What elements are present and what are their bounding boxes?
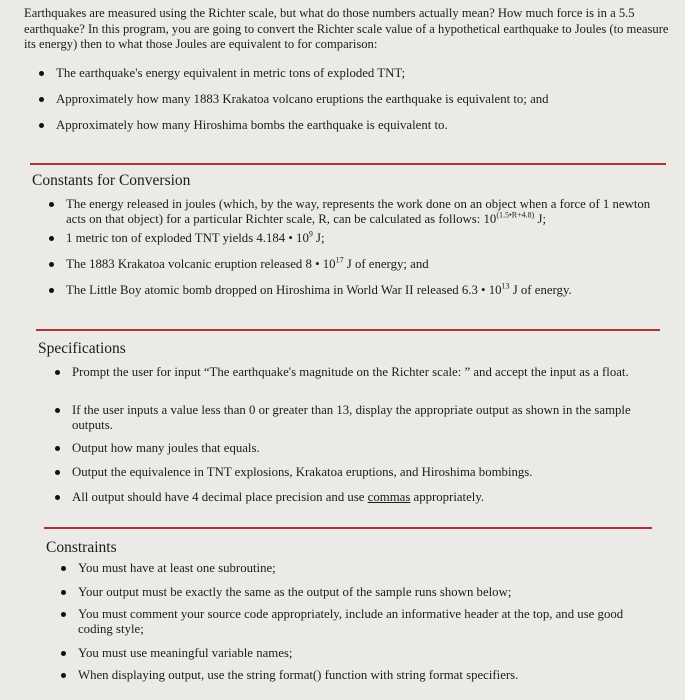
intro-list <box>36 66 666 133</box>
list-item: Prompt the user for input “The earthquake's magnitude on the Richter scale: ” and accept the input as a float. <box>52 365 662 403</box>
constraints-title: Constraints <box>46 539 117 556</box>
list-item: Output the equivalence in TNT explosions, Krakatoa eruptions, and Hiroshima bombings. <box>52 465 662 490</box>
list-item: You must have at least one subroutine; <box>58 561 658 585</box>
precision-tail: appropriately. <box>410 490 485 504</box>
formula-tail: J; <box>534 212 547 226</box>
list-item: You must comment your source code appropriately, include an informative header at the top, and use good coding style; <box>58 607 658 646</box>
list-item: You must use meaningful variable names; <box>58 646 658 668</box>
list-item: Approximately how many 1883 Krakatoa volcano eruptions the earthquake is equivalent to; and <box>36 92 666 118</box>
list-item: Your output must be exactly the same as the output of the sample runs shown below; <box>58 585 658 607</box>
list-item <box>46 283 670 298</box>
list-item <box>46 257 670 283</box>
tnt-exponent: 9 <box>308 229 313 239</box>
list-item: When displaying output, use the string format() function with string format specifiers. <box>58 668 658 683</box>
intro-paragraph: Earthquakes are measured using the Richter scale, but what do those numbers actually mean? How much force is in a 5.5 earthquake? In this program, you are going to convert the Richter scale value of a hypothetical earthquake to Joules (to measure its energy) then to what those Joules are equivalent to for comparison: <box>24 6 669 51</box>
tnt-tail: J; <box>312 231 325 245</box>
constraints-list <box>58 561 658 683</box>
section-divider <box>36 329 660 331</box>
list-item: Approximately how many Hiroshima bombs the earthquake is equivalent to. <box>36 118 666 133</box>
specifications-title: Specifications <box>38 340 126 357</box>
constants-list <box>46 197 670 298</box>
constants-title: Constants for Conversion <box>32 172 191 189</box>
list-item: The earthquake's energy equivalent in metric tons of exploded TNT; <box>36 66 666 92</box>
list-item <box>46 231 670 257</box>
hiroshima-text: The Little Boy atomic bomb dropped on Hiroshima in World War II released 6.3 • 10 <box>66 283 502 297</box>
list-item <box>52 490 662 505</box>
list-item: Output how many joules that equals. <box>52 441 662 465</box>
tnt-text: 1 metric ton of exploded TNT yields 4.184 • 10 <box>66 231 309 245</box>
section-divider <box>30 163 666 165</box>
list-item <box>46 197 670 231</box>
formula-text: The energy released in joules (which, by the way, represents the work done on an object when a force of 1 newton acts on that object) for a particular Richter scale, R, can be calculated as follows: 10 <box>66 197 651 226</box>
section-divider <box>44 527 652 529</box>
hiroshima-exponent: 13 <box>501 281 510 291</box>
precision-text: All output should have 4 decimal place precision and use <box>72 490 368 504</box>
hiroshima-tail: J of energy. <box>509 283 572 297</box>
krakatoa-tail: J of energy; and <box>343 257 429 271</box>
commas-underlined: commas <box>367 490 411 504</box>
formula-exponent: (1.5•R+4.8) <box>496 210 535 220</box>
krakatoa-exponent: 17 <box>335 255 344 265</box>
krakatoa-text: The 1883 Krakatoa volcanic eruption released 8 • 10 <box>66 257 336 271</box>
list-item: If the user inputs a value less than 0 or greater than 13, display the appropriate output as shown in the sample outputs. <box>52 403 662 441</box>
specifications-list <box>52 365 662 505</box>
